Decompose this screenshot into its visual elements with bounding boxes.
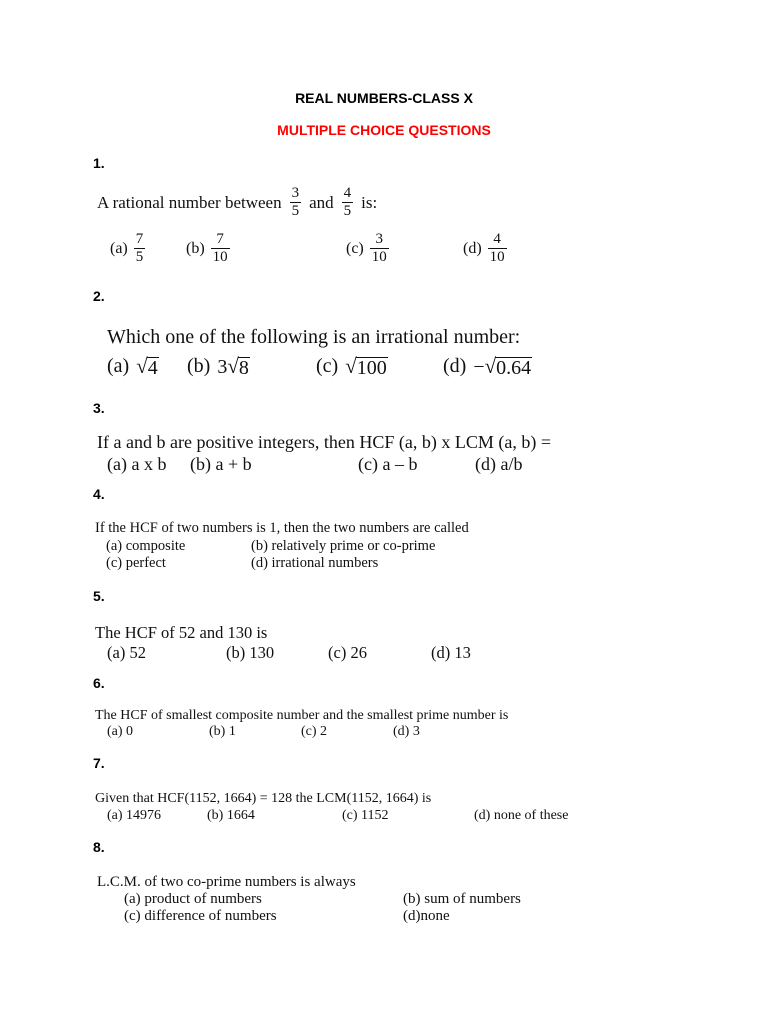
option-d: (d) 3 xyxy=(393,724,420,739)
option-d: (d) a/b xyxy=(475,454,523,474)
option-label: (d) xyxy=(463,239,482,257)
option-c xyxy=(316,354,388,378)
fraction-numerator: 4 xyxy=(493,231,501,247)
question-stem: If a and b are positive integers, then HCF (a, b) x LCM (a, b) = xyxy=(97,432,552,452)
fraction-numerator: 4 xyxy=(343,185,352,201)
question-stem: The HCF of smallest composite number and the smallest prime number is xyxy=(95,708,509,723)
radicand: 100 xyxy=(356,357,387,379)
fraction xyxy=(488,231,507,266)
fraction-numerator: 3 xyxy=(375,231,384,247)
option-label: (a) xyxy=(110,239,128,257)
option-d: (d) irrational numbers xyxy=(251,555,379,571)
question-number: 7. xyxy=(93,755,105,771)
option-c: (c) 26 xyxy=(328,643,367,662)
radical-sign: √ xyxy=(227,354,239,378)
radical-sign: √ xyxy=(484,354,497,378)
option-b: (b) 1 xyxy=(209,724,236,739)
option-b: (b) a + b xyxy=(190,454,252,474)
fraction xyxy=(342,185,354,220)
option-label: (b) xyxy=(186,239,205,257)
question-number: 2. xyxy=(93,288,105,304)
question-number: 8. xyxy=(93,839,105,855)
question-number: 4. xyxy=(93,486,105,502)
question-number: 1. xyxy=(93,155,105,171)
question-stem: L.C.M. of two co-prime numbers is always xyxy=(97,874,356,890)
square-root xyxy=(217,354,250,378)
radicand: 8 xyxy=(238,357,249,379)
fraction xyxy=(370,231,389,266)
radical-sign: √ xyxy=(345,354,357,378)
fraction xyxy=(290,185,302,220)
fraction-numerator: 7 xyxy=(135,231,144,247)
square-root xyxy=(345,354,388,378)
fraction-denominator: 5 xyxy=(291,203,300,219)
option-a: (a) 14976 xyxy=(107,808,162,823)
option-label: (a) xyxy=(107,355,130,377)
option-c xyxy=(346,231,389,266)
question-stem xyxy=(97,185,377,220)
option-a: (a) composite xyxy=(106,538,186,554)
option-c: (c) 1152 xyxy=(342,808,389,823)
option-label: (c) xyxy=(316,355,339,377)
option-a: (a) product of numbers xyxy=(124,891,262,907)
option-a: (a) 0 xyxy=(107,724,134,739)
question-stem: If the HCF of two numbers is 1, then the two numbers are called xyxy=(95,520,469,536)
option-c: (c) a – b xyxy=(358,454,418,474)
option-a: (a) 52 xyxy=(107,643,146,662)
option-b: (b) relatively prime or co-prime xyxy=(251,538,436,554)
option-b xyxy=(186,231,230,266)
option-c: (c) difference of numbers xyxy=(124,908,277,924)
option-c: (c) 2 xyxy=(301,724,328,739)
fraction xyxy=(134,231,146,266)
option-d: (d)none xyxy=(403,908,450,924)
option-b xyxy=(187,354,250,378)
option-b: (b) sum of numbers xyxy=(403,891,521,907)
minus-sign: − xyxy=(473,356,485,378)
option-label: (b) xyxy=(187,355,211,377)
question-number: 3. xyxy=(93,400,105,416)
option-d: (d) 13 xyxy=(431,643,471,662)
stem-text-suffix: is: xyxy=(361,192,378,212)
radicand: 4 xyxy=(147,357,158,379)
option-label: (c) xyxy=(346,239,364,257)
question-stem: Which one of the following is an irrational number: xyxy=(107,326,521,348)
question-number: 5. xyxy=(93,588,105,604)
question-stem: The HCF of 52 and 130 is xyxy=(95,623,268,642)
fraction-denominator: 10 xyxy=(489,249,505,265)
page-title: REAL NUMBERS-CLASS X xyxy=(295,90,473,106)
option-c: (c) perfect xyxy=(106,555,166,571)
fraction-denominator: 10 xyxy=(212,249,228,265)
option-d xyxy=(463,231,507,266)
option-a xyxy=(107,354,159,378)
fraction-denominator: 5 xyxy=(135,249,144,265)
stem-text-prefix: A rational number between xyxy=(97,192,282,212)
square-root xyxy=(136,354,159,378)
fraction-numerator: 3 xyxy=(291,185,300,201)
fraction-denominator: 10 xyxy=(371,249,387,265)
option-label: (d) xyxy=(443,355,467,377)
question-stem: Given that HCF(1152, 1664) = 128 the LCM(1152, 1664) is xyxy=(95,791,432,806)
stem-text-middle: and xyxy=(309,192,334,212)
fraction-numerator: 7 xyxy=(216,231,224,247)
option-d: (d) none of these xyxy=(474,808,569,823)
fraction xyxy=(211,231,230,266)
option-b: (b) 1664 xyxy=(207,808,255,823)
fraction-denominator: 5 xyxy=(343,203,352,219)
option-b: (b) 130 xyxy=(226,643,275,662)
radical-sign: √ xyxy=(136,354,148,378)
radicand: 0.64 xyxy=(496,357,532,379)
option-a xyxy=(110,231,145,266)
option-d xyxy=(443,354,532,378)
square-root xyxy=(473,354,532,378)
question-number: 6. xyxy=(93,675,105,691)
page-subtitle: MULTIPLE CHOICE QUESTIONS xyxy=(277,122,491,138)
option-a: (a) a x b xyxy=(107,454,167,474)
radical-coefficient: 3 xyxy=(217,356,228,378)
